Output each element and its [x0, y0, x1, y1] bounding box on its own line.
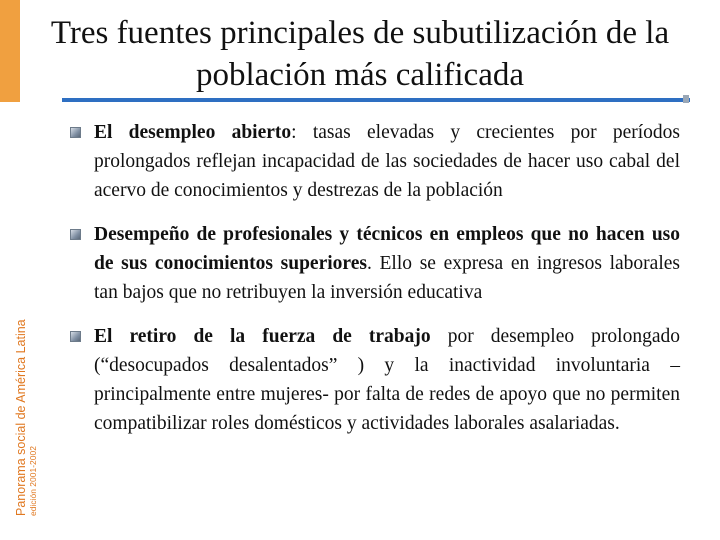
bullet-text: : tasas elevadas y crecientes por períodos prolongados reflejan incapacidad de las sociedades de hacer uso cabal del acervo de conocimientos y destrezas de la población [94, 122, 680, 201]
bullet-heading: El desempleo abierto [94, 122, 292, 143]
bullet-item-desempeno [60, 220, 680, 307]
bullet-item-retiro [60, 322, 680, 438]
bullet-list [60, 118, 680, 453]
title-underline [62, 98, 690, 102]
edition-label: edición 2001-2002 [28, 446, 38, 516]
bullet-heading: Desempeño de profesionales y técnicos en empleos que no hacen uso de sus conocimientos superiores [94, 224, 680, 274]
series-name: Panorama social de América Latina [14, 319, 28, 516]
bullet-heading: El retiro de la fuerza de trabajo [94, 326, 431, 347]
square-bullet-icon [70, 229, 81, 240]
bullet-text: . Ello se expresa en ingresos laborales tan bajos que no retribuyen la inversión educativa [94, 253, 680, 303]
bullet-text: por desempleo prolongado (“desocupados desalentados” ) y la inactividad involuntaria –principalmente entre mujeres- por falta de redes de apoyo que no permiten compatibilizar roles domésticos y actividades laborales asalariadas. [94, 326, 681, 434]
accent-bar [0, 0, 20, 102]
bullet-item-desempleo [60, 118, 680, 205]
square-bullet-icon [70, 127, 81, 138]
title-underline-cap [683, 95, 689, 103]
side-label [14, 319, 39, 516]
square-bullet-icon [70, 331, 81, 342]
slide-title: Tres fuentes principales de subutilización de la población más calificada [50, 15, 670, 93]
